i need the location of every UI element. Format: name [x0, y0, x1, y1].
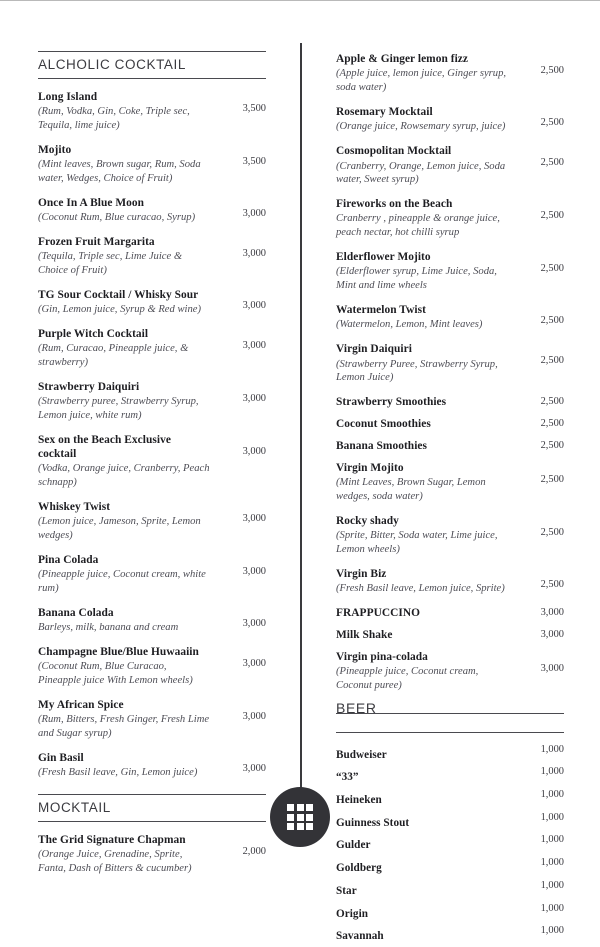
item-description: (Fresh Basil leave, Gin, Lemon juice) — [38, 767, 198, 779]
section-beer — [336, 699, 564, 733]
item-name: Purple Witch Cocktail — [38, 328, 149, 341]
item-price: 3,000 — [242, 762, 266, 774]
item-name: Cosmopolitan Mocktail — [336, 145, 452, 158]
item-price: 1,000 — [540, 857, 564, 869]
menu-item[interactable] — [336, 251, 564, 293]
item-description: (Orange Juice, Grenadine, Sprite, Fanta, Dash of Bitters & cucumber) — [38, 849, 192, 874]
menu-list-mocktail — [38, 834, 266, 876]
item-name: Frozen Fruit Margarita — [38, 235, 155, 248]
menu-item[interactable] — [336, 568, 564, 596]
menu-item[interactable] — [336, 651, 564, 693]
item-name: Virgin Daiquiri — [336, 343, 412, 356]
menu-item[interactable] — [336, 145, 564, 187]
item-description: (Cranberry, Orange, Lemon juice, Soda water, Sweet syrup) — [336, 160, 506, 186]
item-name: Milk Shake — [336, 628, 393, 641]
item-price: 2,500 — [540, 473, 564, 485]
item-price: 3,000 — [242, 392, 266, 404]
item-name: Champagne Blue/Blue Huwaaiin — [38, 645, 199, 658]
item-description: (Pineapple juice, Coconut cream, white rum) — [38, 569, 206, 594]
item-name: Long Island — [38, 90, 98, 103]
item-name: The Grid Signature Chapman — [38, 833, 186, 846]
beer-item[interactable] — [336, 788, 564, 811]
item-price: 2,500 — [540, 578, 564, 590]
menu-item[interactable] — [336, 629, 564, 643]
item-name: Star — [336, 884, 357, 897]
item-name: Virgin Mojito — [336, 461, 404, 474]
menu-item[interactable] — [336, 515, 564, 557]
menu-item[interactable] — [336, 304, 564, 332]
menu-list-alcoholic-cocktail — [38, 91, 266, 780]
item-description: (Sprite, Bitter, Soda water, Lime juice, Lemon wheels) — [336, 530, 498, 555]
menu-list-mocktail-continued — [336, 53, 564, 693]
menu-item[interactable] — [38, 289, 266, 317]
item-price: 2,500 — [540, 355, 564, 367]
menu-item[interactable] — [336, 418, 564, 432]
item-name: Pina Colada — [38, 553, 99, 566]
item-description: (Rum, Bitters, Fresh Ginger, Fresh Lime and Sugar syrup) — [38, 714, 210, 739]
item-description: (Pineapple juice, Coconut cream, Coconut puree) — [336, 666, 479, 691]
item-price: 2,500 — [540, 262, 564, 274]
menu-item[interactable] — [336, 607, 564, 621]
beer-item[interactable] — [336, 811, 564, 834]
item-price: 3,000 — [242, 340, 266, 352]
menu-item[interactable] — [38, 381, 266, 423]
item-name: TG Sour Cocktail / Whisky Sour — [38, 288, 199, 301]
item-name: Gulder — [336, 839, 371, 852]
menu-item[interactable] — [38, 554, 266, 596]
item-name: Apple & Ginger lemon fizz — [336, 53, 469, 65]
item-price: 3,000 — [242, 247, 266, 259]
item-description: (Apple juice, lemon juice, Ginger syrup, soda water) — [336, 68, 507, 94]
menu-list-beer — [336, 743, 564, 947]
beer-item[interactable] — [336, 743, 564, 766]
item-price: 2,500 — [540, 314, 564, 326]
item-name: Once In A Blue Moon — [38, 196, 145, 209]
item-name: Whiskey Twist — [38, 500, 111, 513]
item-name: Budweiser — [336, 748, 387, 761]
item-description: (Coconut Rum, Blue curacao, Syrup) — [38, 212, 196, 224]
item-price: 3,000 — [242, 657, 266, 669]
item-description: (Rum, Vodka, Gin, Coke, Triple sec, Tequila, lime juice) — [38, 106, 190, 132]
item-price: 2,500 — [540, 417, 564, 429]
item-description: Cranberry , pineapple & orange juice, peach nectar, hot chilli syrup — [336, 213, 500, 239]
beer-item[interactable] — [336, 833, 564, 856]
item-price: 3,000 — [540, 628, 564, 640]
beer-item[interactable] — [336, 902, 564, 925]
item-price: 3,000 — [540, 662, 564, 674]
item-price: 1,000 — [540, 788, 564, 800]
item-name: Virgin Biz — [336, 567, 387, 580]
menu-item[interactable] — [38, 646, 266, 688]
item-price: 2,000 — [242, 845, 266, 857]
item-name: Strawberry Daiquiri — [38, 380, 140, 393]
item-name: Mojito — [38, 143, 72, 156]
item-description: (Lemon juice, Jameson, Sprite, Lemon wedges) — [38, 516, 201, 541]
item-description: (Coconut Rum, Blue Curacao, Pineapple juice With Lemon wheels) — [38, 661, 193, 686]
item-price: 3,000 — [242, 710, 266, 722]
item-description: (Mint Leaves, Brown Sugar, Lemon wedges, soda water) — [336, 477, 486, 502]
item-price: 3,000 — [242, 512, 266, 524]
item-price: 2,500 — [540, 116, 564, 128]
item-description: (Rum, Curacao, Pineapple juice, & strawberry) — [38, 343, 189, 369]
item-name: Savannah — [336, 930, 384, 943]
item-name: Rocky shady — [336, 514, 399, 527]
item-price: 2,500 — [540, 396, 564, 408]
item-price: 3,000 — [540, 606, 564, 618]
item-description: (Elderflower syrup, Lime Juice, Soda, Mint and lime wheels — [336, 266, 497, 292]
item-name: Goldberg — [336, 862, 382, 875]
item-description: Barleys, milk, banana and cream — [38, 622, 179, 634]
grid-menu-icon — [287, 804, 313, 830]
item-description: (Tequila, Triple sec, Lime Juice & Choice of Fruit) — [38, 251, 183, 277]
menu-item[interactable] — [38, 328, 266, 370]
menu-item[interactable] — [38, 699, 266, 741]
item-price: 3,000 — [242, 445, 266, 457]
item-name: Strawberry Smoothies — [336, 396, 447, 409]
item-price: 3,000 — [242, 299, 266, 311]
beer-item[interactable] — [336, 924, 564, 947]
item-description: (Strawberry puree, Strawberry Syrup, Lemon juice, white rum) — [38, 396, 199, 422]
item-price: 3,500 — [242, 102, 266, 114]
beer-item[interactable] — [336, 765, 564, 788]
item-price: 1,000 — [540, 925, 564, 937]
menu-item[interactable] — [38, 834, 266, 876]
menu-item[interactable] — [38, 607, 266, 635]
menu-item[interactable] — [38, 501, 266, 543]
grid-menu-button[interactable] — [270, 787, 330, 847]
section-heading-beer: BEER — [336, 699, 377, 716]
item-name: “33” — [336, 771, 359, 784]
item-price: 1,000 — [540, 811, 564, 823]
item-price: 1,000 — [540, 902, 564, 914]
item-price: 2,500 — [540, 526, 564, 538]
item-price: 3,000 — [242, 207, 266, 219]
section-heading-alcoholic-cocktail: ALCHOLIC COCKTAIL — [38, 51, 266, 79]
menu-item[interactable] — [336, 106, 564, 134]
menu-page — [0, 1, 600, 943]
item-description: (Vodka, Orange juice, Cranberry, Peach schnapp) — [38, 463, 210, 488]
item-price: 1,000 — [540, 834, 564, 846]
item-description: (Gin, Lemon juice, Syrup & Red wine) — [38, 304, 201, 316]
column-divider — [300, 43, 302, 803]
item-name: Fireworks on the Beach — [336, 198, 453, 211]
item-name: My African Spice — [38, 698, 124, 711]
menu-item[interactable] — [38, 91, 266, 133]
item-name: Heineken — [336, 793, 382, 806]
item-price: 3,000 — [242, 565, 266, 577]
item-price: 2,500 — [540, 439, 564, 451]
menu-item[interactable] — [336, 440, 564, 454]
beer-item[interactable] — [336, 879, 564, 902]
item-price: 1,000 — [540, 879, 564, 891]
menu-item[interactable] — [336, 396, 564, 410]
item-price: 2,500 — [540, 157, 564, 169]
item-price: 1,000 — [540, 766, 564, 778]
menu-item[interactable] — [336, 53, 564, 95]
item-name: Origin — [336, 907, 368, 920]
item-price: 3,000 — [242, 617, 266, 629]
item-description: (Mint leaves, Brown sugar, Rum, Soda water, Wedges, Choice of Fruit) — [38, 159, 201, 184]
item-description: (Fresh Basil leave, Lemon juice, Sprite) — [336, 583, 505, 595]
section-heading-mocktail: MOCKTAIL — [38, 794, 266, 822]
item-name: Rosemary Mocktail — [336, 105, 433, 118]
menu-item[interactable] — [38, 752, 266, 780]
item-name: Watermelon Twist — [336, 303, 426, 316]
menu-item[interactable] — [336, 343, 564, 385]
item-price: 2,500 — [540, 210, 564, 222]
item-price: 1,000 — [540, 743, 564, 755]
item-name: Coconut Smoothies — [336, 417, 431, 430]
item-name: Virgin pina-colada — [336, 650, 428, 663]
item-price: 2,500 — [540, 65, 564, 76]
item-name: Banana Colada — [38, 606, 114, 619]
item-description: (Orange juice, Rowsemary syrup, juice) — [336, 121, 506, 133]
item-name: Elderflower Mojito — [336, 250, 431, 263]
item-name: Guinness Stout — [336, 816, 410, 829]
item-name: Gin Basil — [38, 751, 84, 764]
item-description: (Strawberry Puree, Strawberry Syrup, Lemon Juice) — [336, 358, 498, 384]
item-name: Banana Smoothies — [336, 439, 427, 452]
menu-item[interactable] — [38, 236, 266, 278]
menu-item[interactable] — [336, 462, 564, 504]
beer-item[interactable] — [336, 856, 564, 879]
menu-item[interactable] — [38, 197, 266, 225]
menu-item[interactable] — [38, 144, 266, 186]
item-description: (Watermelon, Lemon, Mint leaves) — [336, 319, 483, 331]
menu-item[interactable] — [38, 434, 266, 490]
right-column — [336, 53, 564, 947]
left-column — [38, 51, 266, 887]
menu-item[interactable] — [336, 198, 564, 240]
beer-rule-bottom — [336, 732, 564, 733]
item-price: 3,500 — [242, 155, 266, 167]
item-name: FRAPPUCCINO — [336, 606, 421, 619]
item-name: Sex on the Beach Exclusive cocktail — [38, 433, 171, 460]
